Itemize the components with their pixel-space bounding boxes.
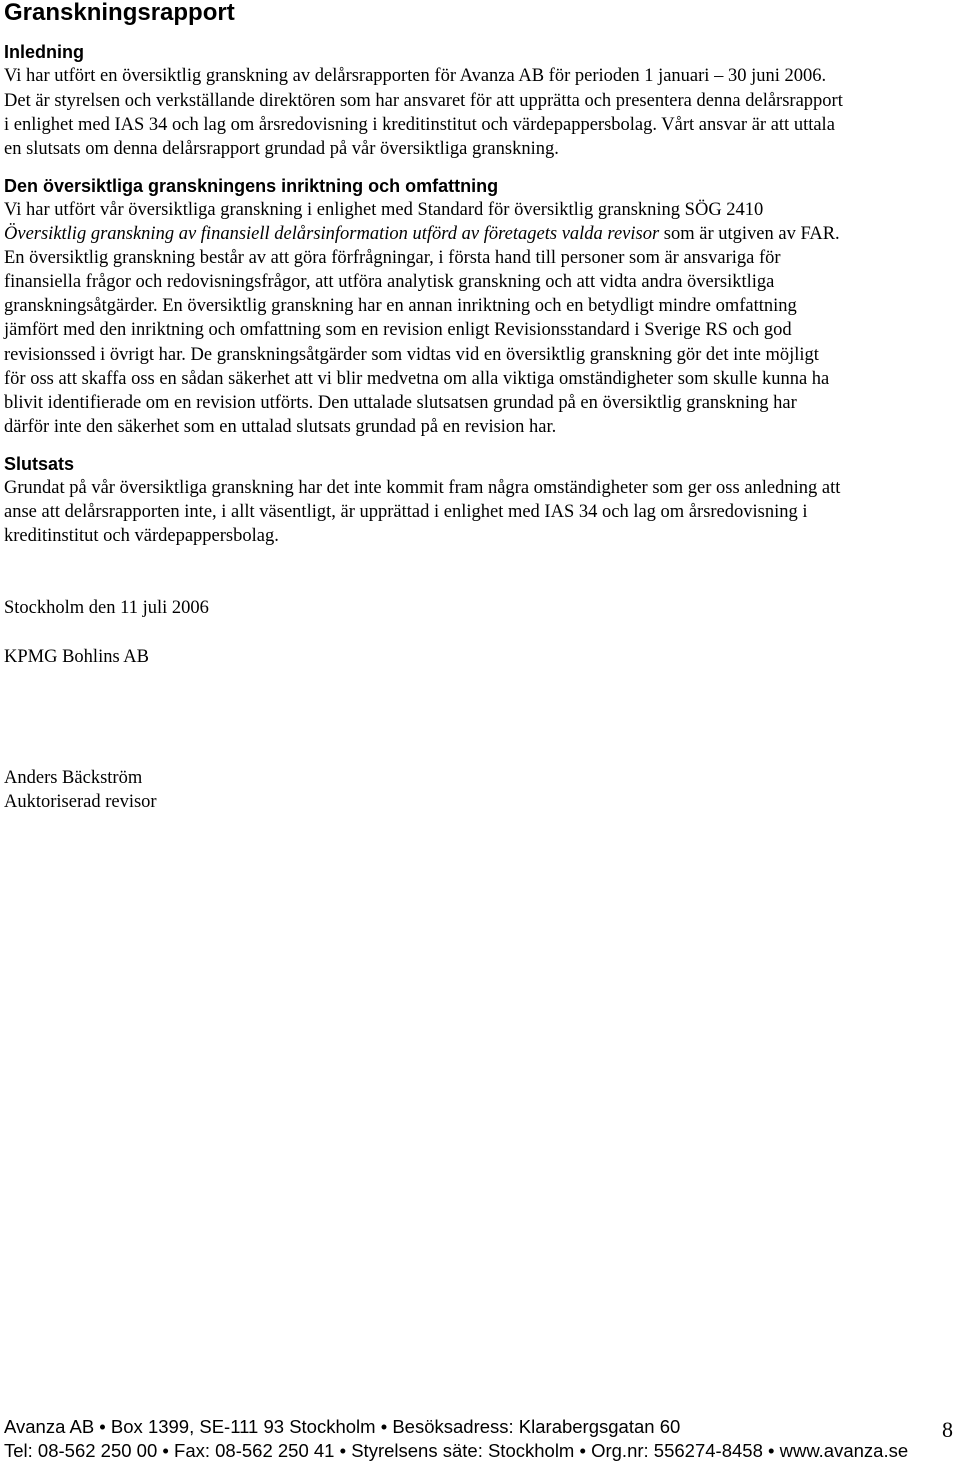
paragraph-line: Vi har utfört en översiktlig granskning av delårsrapporten för Avanza AB för perioden 1 januari – 30 juni 2006.	[4, 66, 827, 86]
signature-firm: KPMG Bohlins AB	[4, 647, 149, 667]
paragraph-line: anse att delårsrapporten inte, i allt väsentligt, är upprättad i enlighet med IAS 34 och lag om årsredovisning i	[4, 502, 808, 522]
paragraph-line: Det är styrelsen och verkställande direktören som har ansvaret för att upprätta och presentera denna delårsrapport	[4, 91, 843, 111]
paragraph-line: Grundat på vår översiktliga granskning har det inte kommit fram några omständigheter som ger oss anledning att	[4, 478, 841, 498]
paragraph-line: finansiella frågor och redovisningsfrågor, att utföra analytisk granskning och att vidta andra översiktliga	[4, 272, 775, 292]
section-heading-scope: Den översiktliga granskningens inriktning och omfattning	[4, 176, 499, 196]
page-title: Granskningsrapport	[4, 0, 235, 26]
signature-role: Auktoriserad revisor	[4, 792, 157, 812]
page-number: 8	[942, 1417, 953, 1442]
paragraph-line: Vi har utfört vår översiktliga granskning i enlighet med Standard för översiktlig granskning SÖG 2410	[4, 200, 764, 220]
paragraph-line: En översiktlig granskning består av att göra förfrågningar, i första hand till personer som är ansvariga för	[4, 248, 781, 268]
signature-place-date: Stockholm den 11 juli 2006	[4, 598, 209, 618]
section-heading-intro: Inledning	[4, 42, 84, 62]
paragraph-line: därför inte den säkerhet som en uttalad slutsats grundad på en revision har.	[4, 417, 557, 437]
standard-title: Översiktlig granskning av finansiell delårsinformation utförd av företagets valda revisor	[4, 224, 660, 244]
footer-contact: Tel: 08-562 250 00 • Fax: 08-562 250 41 • Styrelsens säte: Stockholm • Org.nr: 556274-8458 • www.avanza.se	[4, 1440, 909, 1461]
paragraph-line: blivit identifierade om en revision utförts. Den uttalade slutsatsen grundad på en översiktlig granskning har	[4, 393, 797, 413]
footer-address: Avanza AB • Box 1399, SE-111 93 Stockholm • Besöksadress: Klarabergsgatan 60	[4, 1416, 681, 1437]
paragraph-line: revisionssed i övrigt har. De granskningsåtgärder som vidtas vid en översiktlig granskning gör det inte möjligt	[4, 345, 819, 365]
paragraph-line: i enlighet med IAS 34 och lag om årsredovisning i kreditinstitut och värdepappersbolag. Vårt ansvar är att uttala	[4, 115, 835, 135]
standard-issuer: som är utgiven av FAR.	[659, 224, 840, 244]
paragraph-line: kreditinstitut och värdepappersbolag.	[4, 526, 279, 546]
paragraph-line: jämfört med den inriktning och omfattning som en revision enligt Revisionsstandard i Sverige RS och god	[4, 320, 792, 340]
paragraph-line: granskningsåtgärder. En översiktlig granskning har en annan inriktning och en betydligt mindre omfattning	[4, 296, 797, 316]
paragraph-line: en slutsats om denna delårsrapport grundad på vår översiktliga granskning.	[4, 139, 559, 159]
section-heading-conclusion: Slutsats	[4, 454, 75, 474]
paragraph-line-standard	[4, 222, 840, 246]
paragraph-line: för oss att skaffa oss en sådan säkerhet att vi blir medvetna om alla viktiga omständigheter som skulle kunna ha	[4, 369, 830, 389]
signature-name: Anders Bäckström	[4, 768, 143, 788]
